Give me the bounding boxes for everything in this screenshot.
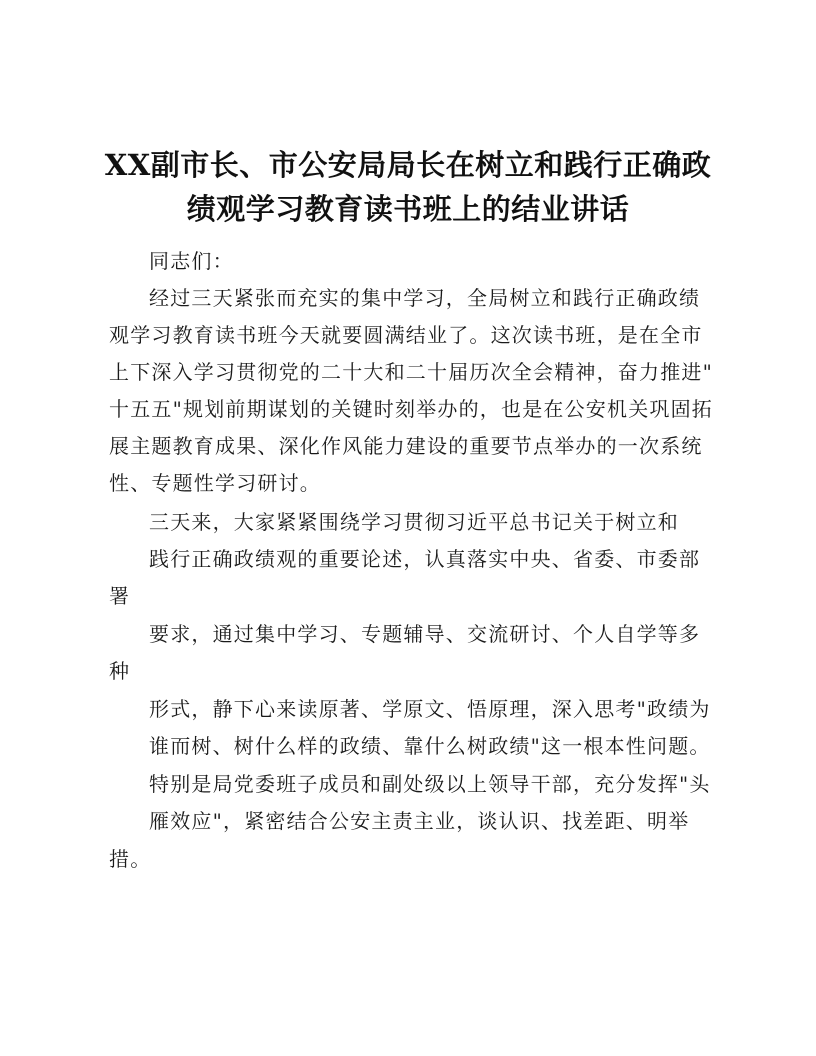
paragraph-1-line: 经过三天紧张而充实的集中学习，全局树立和践行正确政绩	[149, 286, 701, 310]
paragraph-2-line: 署	[109, 584, 131, 608]
paragraph-1-line: 性、专题性学习研讨。	[109, 471, 321, 495]
paragraph-2-line: 特别是局党委班子成员和副处级以上领导干部，充分发挥"头	[149, 772, 711, 796]
paragraph-1-line: 上下深入学习贯彻党的二十大和二十届历次全会精神，奋力推进"	[109, 360, 713, 384]
document-title-line-1: XX副市长、市公安局局长在树立和践行正确政	[104, 148, 712, 182]
paragraph-2-line: 要求，通过集中学习、专题辅导、交流研讨、个人自学等多	[149, 622, 701, 646]
paragraph-2-line: 谁而树、树什么样的政绩、靠什么树政绩"这一根本性问题。	[149, 734, 711, 758]
paragraph-2-line: 形式，静下心来读原著、学原文、悟原理，深入思考"政绩为	[149, 697, 711, 721]
paragraph-1-line: 十五五"规划前期谋划的关键时刻举办的，也是在公安机关巩固拓	[109, 397, 713, 421]
paragraph-2-line: 种	[109, 659, 131, 683]
paragraph-1-line: 展主题教育成果、深化作风能力建设的重要节点举办的一次系统	[109, 434, 703, 458]
paragraph-1-line: 观学习教育读书班今天就要圆满结业了。这次读书班，是在全市	[109, 323, 703, 347]
salutation: 同志们：	[149, 249, 234, 273]
paragraph-2-line: 践行正确政绩观的重要论述，认真落实中央、省委、市委部	[149, 547, 701, 571]
paragraph-2-line: 措。	[109, 847, 152, 871]
paragraph-2-line: 三天来，大家紧紧围绕学习贯彻习近平总书记关于树立和	[149, 510, 679, 534]
document-title-line-2: 绩观学习教育读书班上的结业讲话	[186, 192, 630, 226]
paragraph-2-line: 雁效应"，紧密结合公安主责主业，谈认识、找差距、明举	[149, 809, 690, 833]
